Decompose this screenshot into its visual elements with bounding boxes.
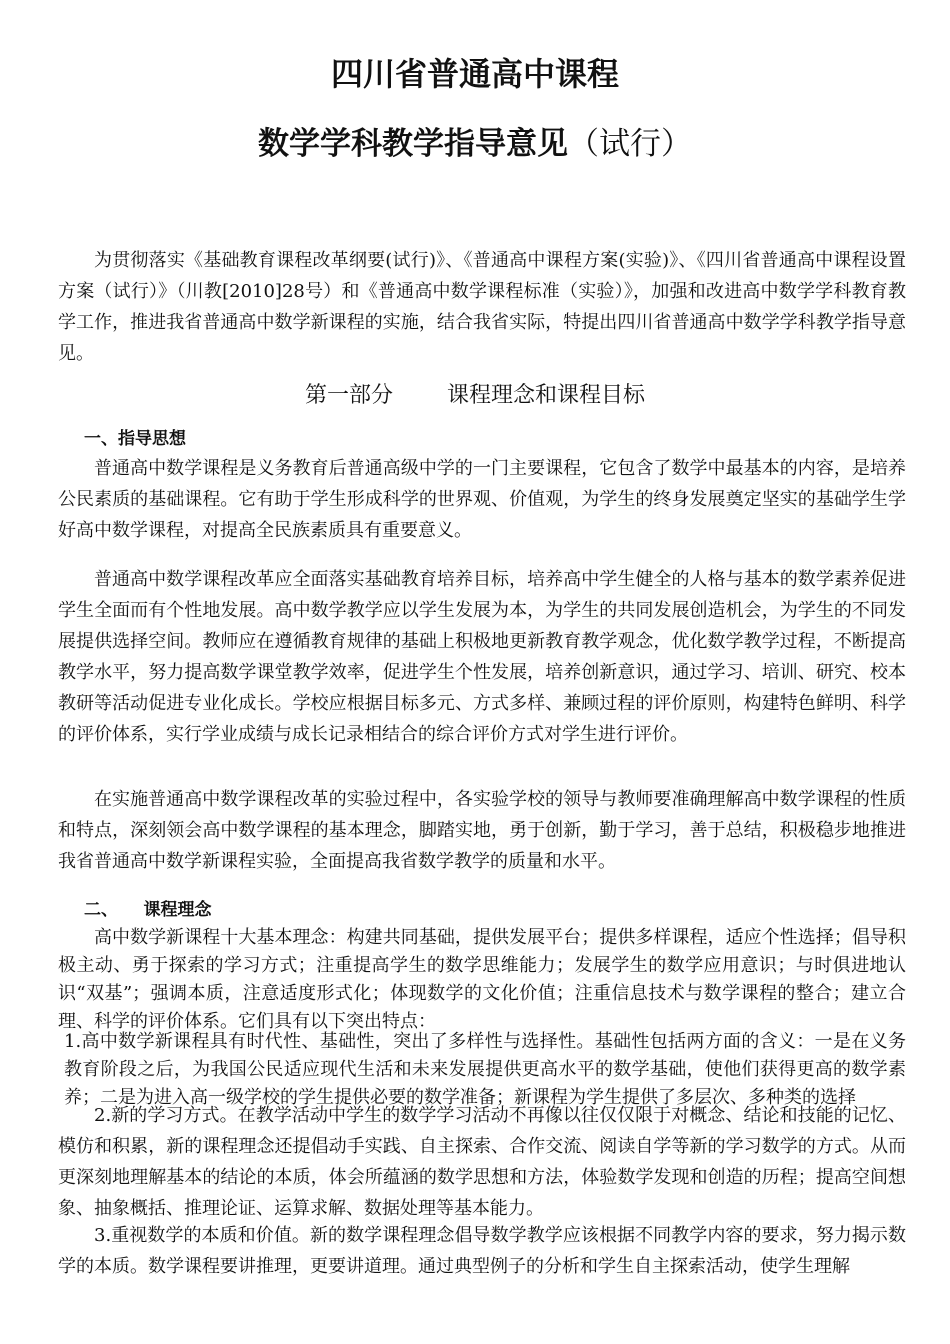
guiding-paragraph-1: 普通高中数学课程是义务教育后普通高级中学的一门主要课程，它包含了数学中最基本的内容，是培养公民素质的基础课程。它有助于学生形成科学的世界观、价值观，为学生的终身发展奠定坚实的基础学生学好高中数学课程，对提高全民族素质具有重要意义。 (58, 458, 906, 541)
concept-item-2: 2.新的学习方式。在教学活动中学生的数学学习活动不再像以往仅仅限于对概念、结论和技能的记忆、模仿和积累，新的课程理念还提倡动手实践、自主探索、合作交流、阅读自学等新的学习数学的方式。从而更深刻地理解基本的结论的本质，体会所蕴涵的数学思想和方法，体验数学发现和创造的历程；提高空间想象、抽象概括、推理论证、运算求解、数据处理等基本能力。 (58, 1105, 906, 1219)
intro-paragraph: 为贯彻落实《基础教育课程改革纲要(试行)》、《普通高中课程方案(实验)》、《四川省普通高中课程设置方案（试行）》（川教[2010]28号）和《普通高中数学课程标准（实验）》，加强和改进高中数学学科教育教学工作，推进我省普通高中数学新课程的实施，结合我省实际，特提出四川省普通高中数学学科教学指导意见。 (58, 250, 906, 364)
part-title: 课程理念和课程目标 (447, 383, 646, 408)
section-heading-curriculum-concept: 二、 课程理念 (84, 900, 212, 920)
concept-paragraph: 高中数学新课程十大基本理念：构建共同基础，提供发展平台；提供多样课程，适应个性选择；倡导积极主动、勇于探索的学习方式；注重提高学生的数学思维能力；发展学生的数学应用意识；与时俱进地认识“双基”；强调本质，注意适度形式化；体现数学的文化价值；注重信息技术与数学课程的整合；建立合理、科学的评价体系。它们具有以下突出特点： (58, 927, 906, 1032)
part-heading (0, 380, 950, 412)
concept-item-3: 3.重视数学的本质和价值。新的数学课程理念倡导数学教学应该根据不同教学内容的要求，努力揭示数学的本质。数学课程要讲推理，更要讲道理。通过典型例子的分析和学生自主探索活动，使学生理解 (58, 1225, 906, 1277)
document-title: 四川省普通高中课程 (330, 55, 619, 93)
document-subtitle (0, 122, 950, 166)
concept-item-1: 1.高中数学新课程具有时代性、基础性，突出了多样性与选择性。基础性包括两方面的含义：一是在义务教育阶段之后，为我国公民适应现代生活和未来发展提供更高水平的数学基础，使他们获得更高的数学素养；二是为进入高一级学校的学生提供必要的数学准备；新课程为学生提供了多层次、多种类的选择 (64, 1031, 906, 1108)
subtitle-main: 数学学科教学指导意见 (258, 126, 568, 162)
guiding-paragraph-2: 普通高中数学课程改革应全面落实基础教育培养目标，培养高中学生健全的人格与基本的数学素养促进学生全面而有个性地发展。高中数学教学应以学生发展为本，为学生的共同发展创造机会，为学生的不同发展提供选择空间。教师应在遵循教育规律的基础上积极地更新教育教学观念，优化数学教学过程，不断提高教学水平，努力提高数学课堂教学效率，促进学生个性发展，培养创新意识，通过学习、培训、研究、校本教研等活动促进专业化成长。学校应根据目标多元、方式多样、兼顾过程的评价原则，构建特色鲜明、科学的评价体系，实行学业成绩与成长记录相结合的综合评价方式对学生进行评价。 (58, 569, 906, 745)
subtitle-trial-note: （试行） (568, 126, 692, 162)
guiding-paragraph-3: 在实施普通高中数学课程改革的实验过程中，各实验学校的领导与教师要准确理解高中数学课程的性质和特点，深刻领会高中数学课程的基本理念，脚踏实地，勇于创新，勤于学习，善于总结，积极稳步地推进我省普通高中数学新课程实验，全面提高我省数学教学的质量和水平。 (58, 789, 906, 872)
part-number: 第一部分 (304, 383, 393, 408)
section-heading-guiding-ideology: 一、指导思想 (84, 429, 186, 449)
